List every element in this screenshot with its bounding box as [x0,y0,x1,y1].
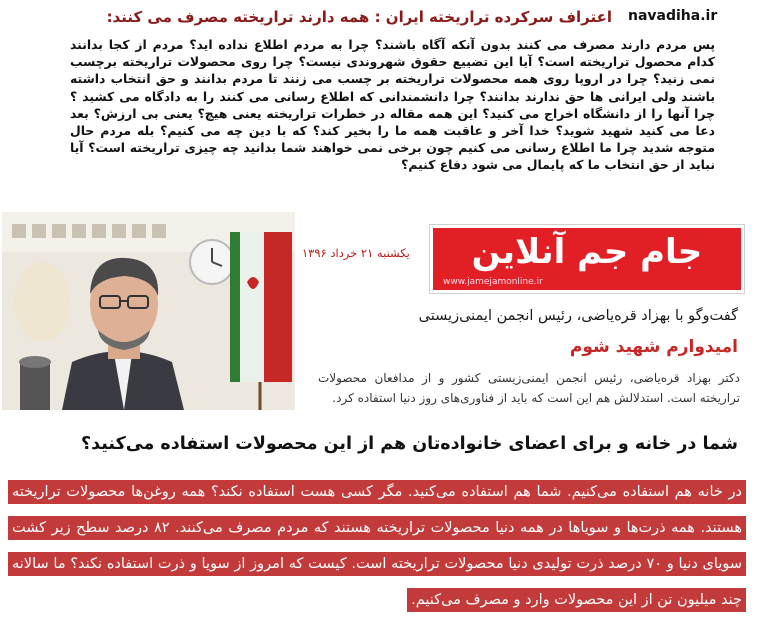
site-watermark: navadiha.ir [628,8,718,24]
headline-label: اعتراف سرکرده تراریخته ایران : [374,8,612,26]
page-headline [106,8,612,26]
interview-answer [8,474,746,618]
interview-question: شما در خانه و برای اعضای خانواده‌تان هم از این محصولات استفاده می‌کنید؟ [81,434,738,454]
headline-tagline: همه دارند تراریخته مصرف می کنند: [106,8,370,26]
interviewee-photo [2,212,295,410]
newspaper-logo [430,225,744,293]
article-intro: دکتر بهزاد قره‌یاضی، رئیس انجمن ایمنی‌زیستی کشور و از مدافعان محصولات تراریخته است. استدلالش هم این است که باید از فناوری‌های روز دنیا استفاده کرد. [318,371,740,405]
newspaper-url: www.jamejamonline.ir [443,277,543,287]
article-date: یکشنبه ۲۱ خرداد ۱۳۹۶ [302,246,410,260]
portrait-illustration [2,212,295,410]
highlighted-answer-text: در خانه هم استفاده می‌کنیم. شما هم استفاده می‌کنید. مگر کسی هست استفاده نکند؟ همه روغن‌ها محصولات تراریخته هستند. همه ذرت‌ها و سویاها در همه دنیا محصولات تراریخته هستند که مردم مصرف می‌کنند. ۸۲ درصد سطح زیر کشت سویای دنیا و ۷۰ درصد ذرت تولیدی دنیا محصولات تراریخته است. کیست که امروز از سویا و ذرت استفاده نکند؟ ما سالانه چند میلیون تن از این محصولات وارد و مصرف می‌کنیم. [8,480,746,612]
newspaper-logo-text: جام جم آنلاین [471,232,703,272]
commentary-paragraph: پس مردم دارند مصرف می کنند بدون آنکه آگاه باشند؟ چرا به مردم اطلاع نداده اید؟ مردم از کجا بدانند کدام محصول تراریخته است؟ آیا این تضییع حقوق شهروندی نیست؟ چرا روی محصولات تراریخته برچسب نمی زنید؟ چرا در اروپا روی همه محصولات تراریخته بر چسب می زنند تا مردم بدانند و حق انتخاب داشته باشند ولی ایرانی ها حق ندارند بدانند؟ چرا دانشمندانی که اطلاع رسانی می کنند را به دادگاه می کشید ؟ چرا آنها را از دانشگاه اخراج می کنید؟ این همه مقاله در خطرات تراریخته یعنی هیچ؟ یعنی بی ارزش؟ بعد دعا می کنید شهید شوید؟ خدا آخر و عاقبت همه ما را بخیر کند؟ که با دین چه می کنیم؟ بله مردم حال متوجه شدید چرا ما اطلاع رسانی می کنیم چون برخی نمی خواهند شما بدانید چه چیزی تراریخته است؟ آیا نباید از حق انتخاب ما که پایمال می شود دفاع کنیم؟ [70,37,715,173]
article-subtitle: گفت‌وگو با بهزاد قره‌یاضی، رئیس انجمن ایمنی‌زیستی [418,308,738,324]
article-title: امیدوارم شهید شوم [569,337,738,357]
